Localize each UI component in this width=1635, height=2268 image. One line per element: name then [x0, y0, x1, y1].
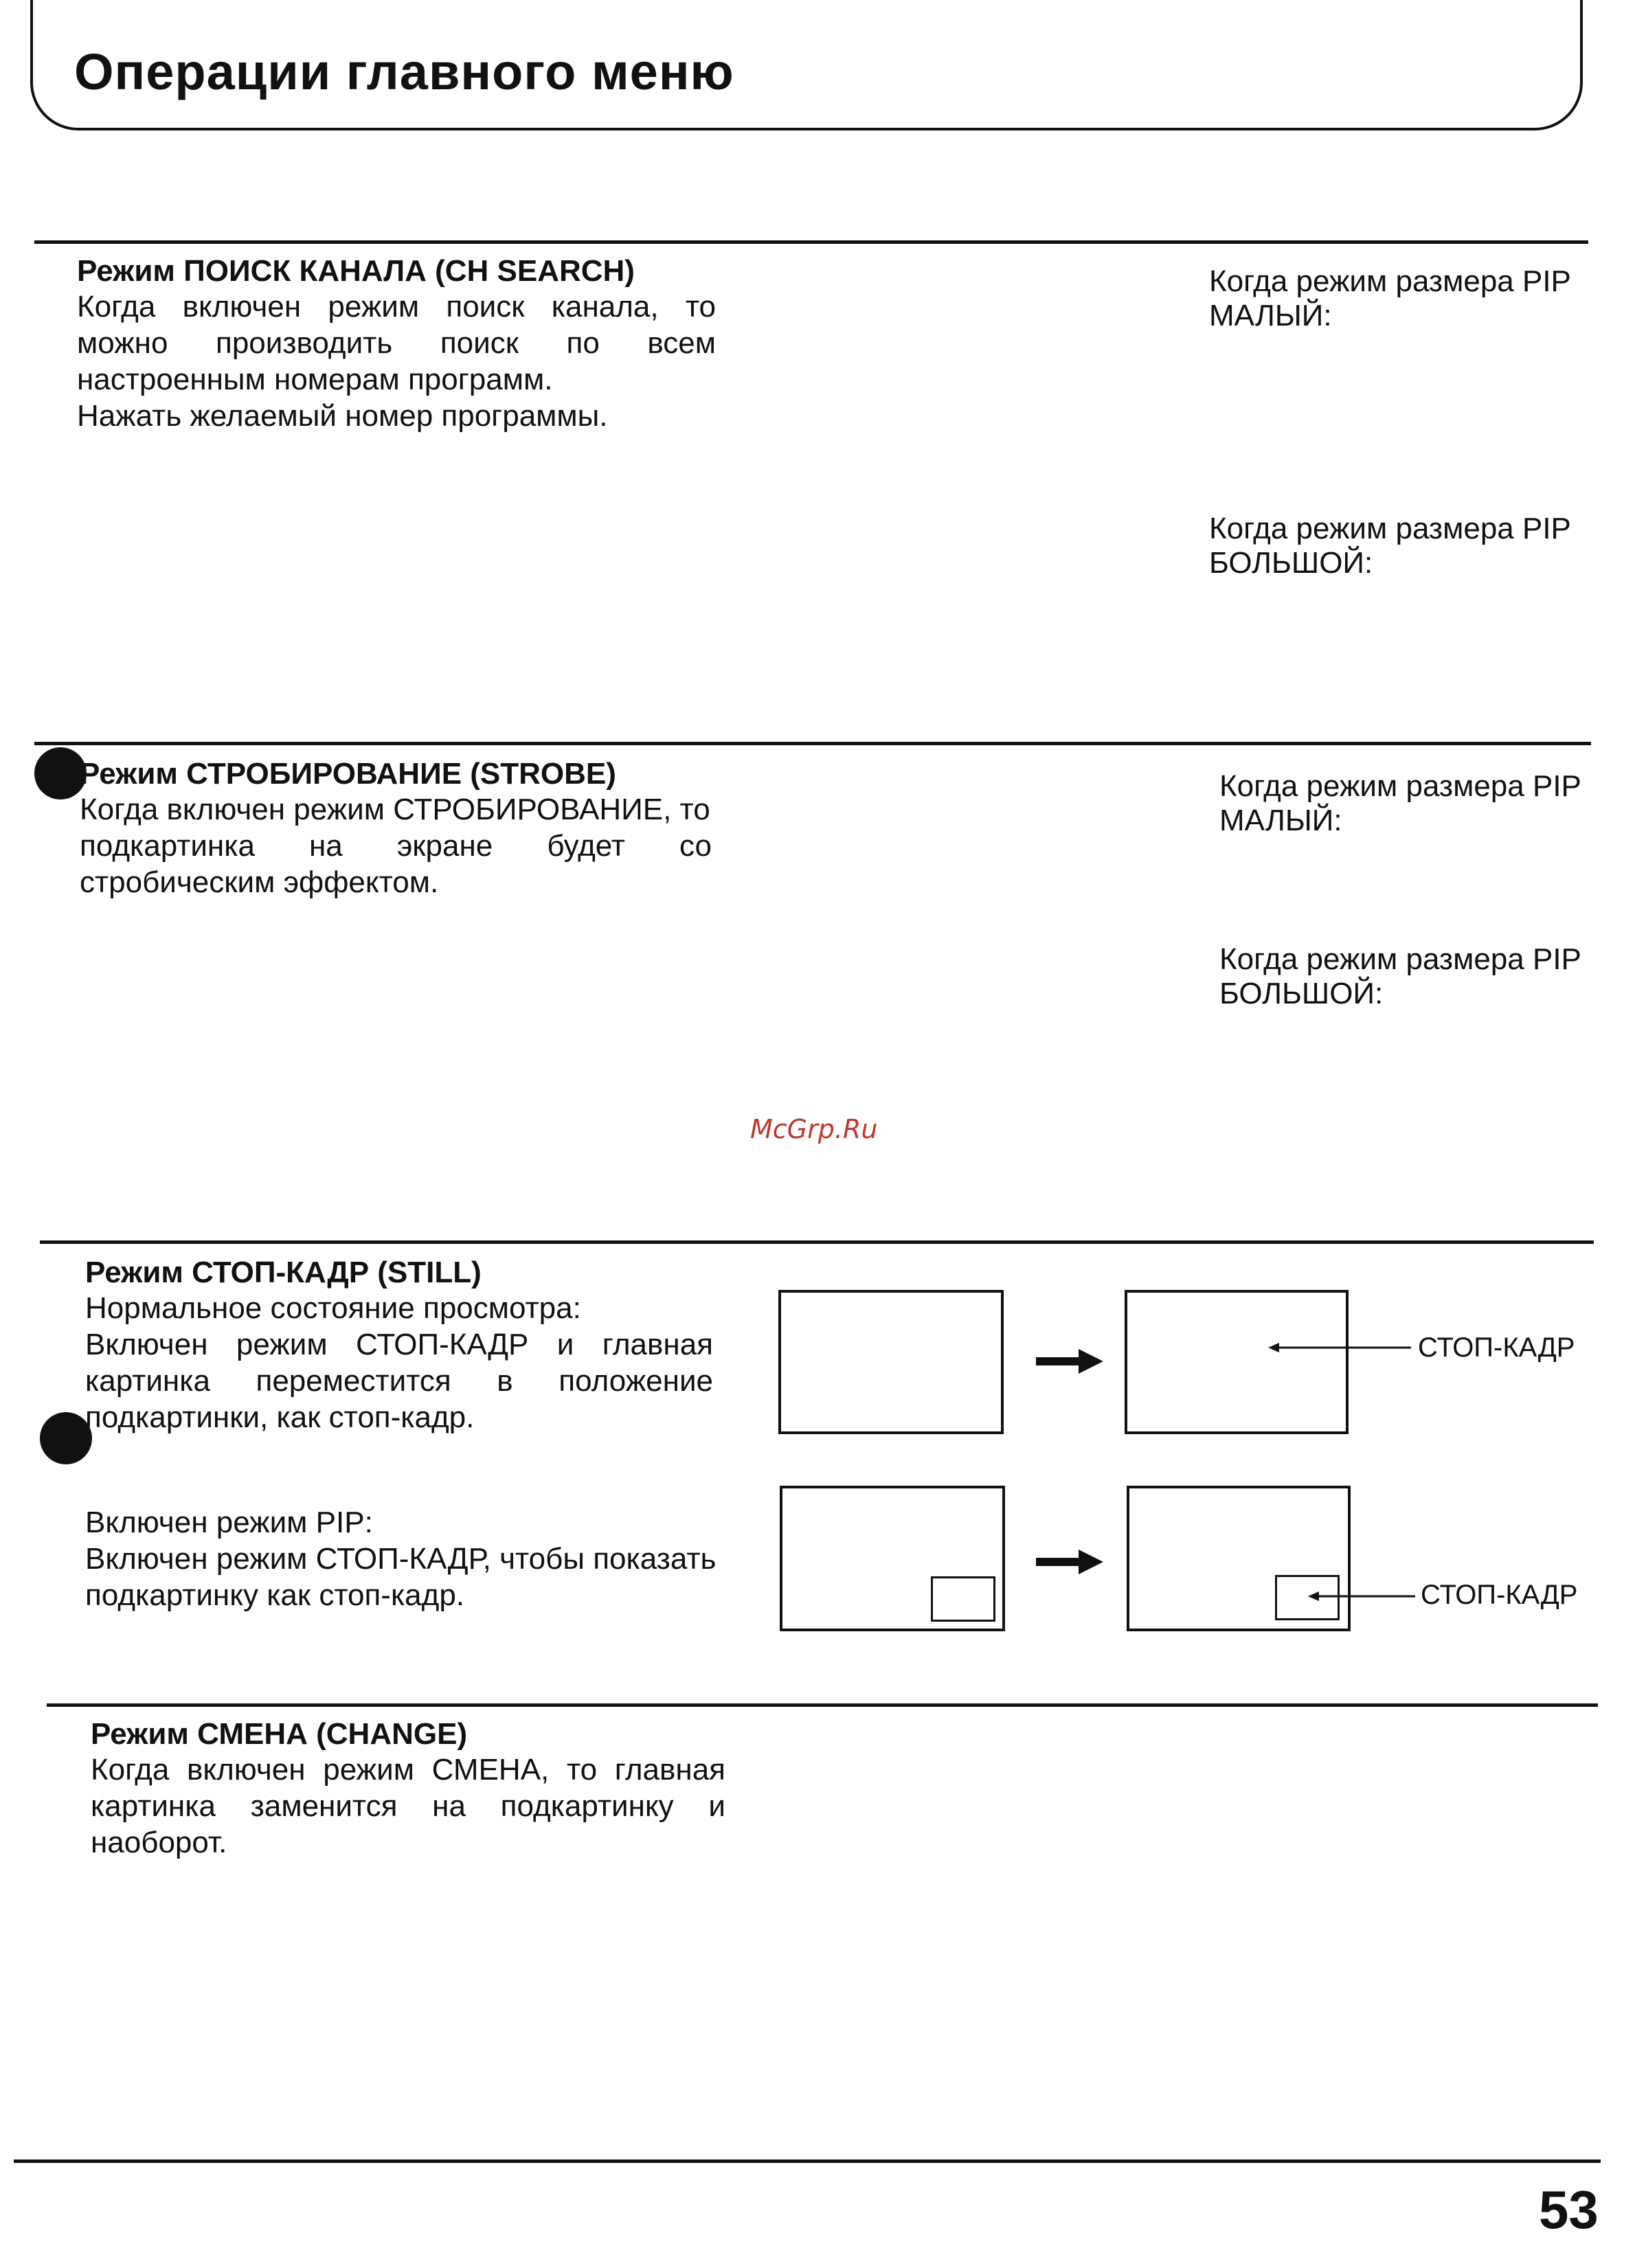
- section-divider: [34, 742, 1591, 745]
- section-title: Режим СМЕНА (CHANGE): [91, 1717, 468, 1751]
- page-number: 53: [1539, 2179, 1599, 2240]
- screen-pip-still: [1127, 1486, 1351, 1631]
- section-divider: [40, 1240, 1594, 1244]
- pip-large-note: Когда режим размера PIP БОЛЬШОЙ:: [1209, 512, 1571, 580]
- still-label: СТОП-КАДР: [1418, 1333, 1575, 1363]
- section-title: Режим ПОИСК КАНАЛА (CH SEARCH): [77, 254, 635, 288]
- section-text: Когда включен режим поиск канала, то можно производить поиск по всем настроенным номерам программ. Нажать желаемый номер программы.: [77, 290, 716, 433]
- section-change: [91, 1717, 725, 1861]
- pip-small-note: Когда режим размера PIP МАЛЫЙ:: [1209, 264, 1571, 332]
- section-text-pip: Включен режим PIP: Включен режим СТОП-КАДР, чтобы показать подкартинку как стоп-кадр.: [85, 1506, 717, 1612]
- section-divider: [47, 1703, 1598, 1707]
- screen-pip-normal: [780, 1486, 1005, 1631]
- section-text: Нормальное состояние просмотра: Включен режим СТОП-КАДР и главная картинка переместится в положение подкартинки, как стоп-кадр.: [85, 1291, 713, 1434]
- sub-picture: [931, 1576, 995, 1622]
- section-ch-search: [77, 254, 716, 434]
- section-title: Режим СТРОБИРОВАНИЕ (STROBE): [80, 757, 616, 791]
- still-label: СТОП-КАДР: [1421, 1580, 1578, 1610]
- watermark: McGrp.Ru: [750, 1114, 878, 1144]
- section-text: Когда включен режим СМЕНА, то главная картинка заменится на подкартинку и наоборот.: [91, 1753, 725, 1859]
- pointer-arrow-icon: [1268, 1339, 1411, 1356]
- section-divider: [34, 240, 1588, 244]
- arrow-right-icon: [1036, 1346, 1105, 1376]
- section-strobe: [80, 757, 712, 900]
- screen-normal: [778, 1290, 1004, 1434]
- pip-small-note: Когда режим размера PIP МАЛЫЙ:: [1219, 769, 1581, 837]
- section-text: Когда включен режим СТРОБИРОВАНИЕ, то подкартинка на экране будет со стробическим эффектом.: [80, 793, 712, 899]
- screen-still: [1125, 1290, 1349, 1434]
- footer-divider: [14, 2159, 1601, 2163]
- bullet-dot: [40, 1412, 92, 1464]
- page-title: Операции главного меню: [74, 43, 734, 100]
- pip-large-note: Когда режим размера PIP БОЛЬШОЙ:: [1219, 942, 1581, 1010]
- section-title: Режим СТОП-КАДР (STILL): [85, 1256, 482, 1289]
- section-still: [85, 1256, 717, 1613]
- pointer-arrow-icon: [1308, 1588, 1415, 1604]
- arrow-right-icon: [1036, 1547, 1105, 1577]
- bullet-dot: [34, 747, 87, 800]
